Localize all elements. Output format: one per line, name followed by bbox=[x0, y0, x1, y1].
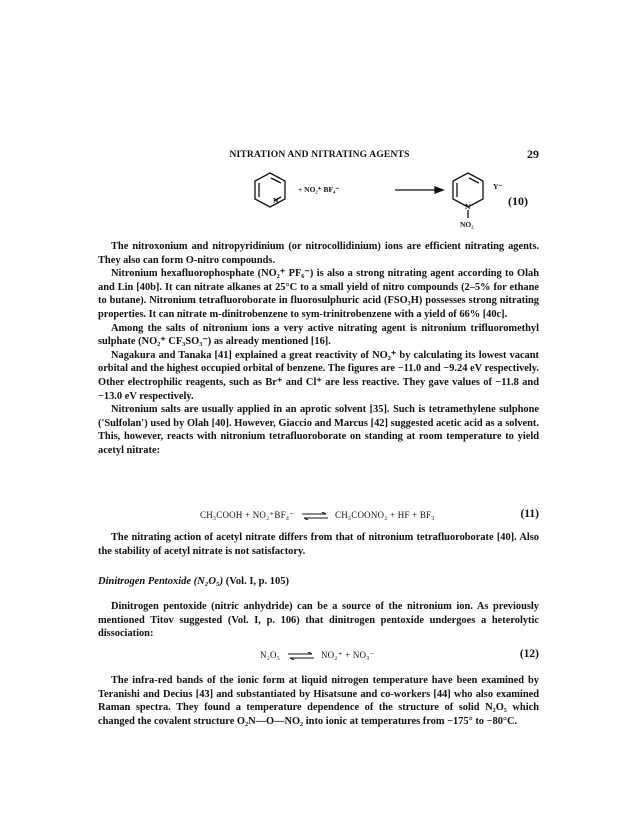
section-heading-title: Dinitrogen Pentoxide (N₂O₅) bbox=[98, 576, 224, 587]
ring-nitrogen-right: N bbox=[465, 202, 471, 211]
equation-11-left: CH₃COOH + NO₂⁺BF₄⁻ bbox=[200, 510, 295, 520]
page-number: 29 bbox=[527, 147, 539, 161]
section-heading-ref: (Vol. I, p. 105) bbox=[223, 576, 289, 587]
nitropyridinium-ring-structure bbox=[453, 173, 483, 218]
pyridine-ring-structure bbox=[255, 173, 285, 207]
equation-12-left: N₂O₅ bbox=[260, 650, 281, 660]
body-paragraph-last bbox=[0, 674, 639, 728]
equation-11-body bbox=[200, 510, 435, 521]
body-paragraph-mid bbox=[0, 531, 639, 558]
paragraph: Nagakura and Tanaka [41] explained a great reactivity of NO₂⁺ by calculating its lowest vacant orbital and the highest occupied orbital of benzene. The figures are −11.0 and −9.24 eV respectively. Other electrophilic reagents, such as Br⁺ and Cl⁺ are less reactive. They gave values of −11.8 and −13.0 eV respectively. bbox=[98, 349, 539, 402]
equation-number-10: (10) bbox=[508, 194, 528, 208]
equation-12-right: NO₂⁺ + NO₃⁻ bbox=[320, 650, 375, 660]
running-title: NITRATION AND NITRATING AGENTS bbox=[229, 150, 410, 160]
paragraph: Nitronium salts are usually applied in an aprotic solvent [35]. Such is tetramethylene sulphone ('Sulfolan') used by Olah [40]. However, Giaccio and Marcus [42] suggested acetic acid as a solvent. This, however, reacts with nitronium tetrafluoroborate on standing at room temperature to yield acetyl nitrate: bbox=[98, 404, 539, 456]
equilibrium-arrow bbox=[302, 512, 328, 520]
page-header bbox=[0, 147, 639, 164]
equation-11 bbox=[0, 508, 639, 524]
equilibrium-arrow bbox=[288, 652, 314, 660]
paragraph: Dinitrogen pentoxide (nitric anhydride) can be a source of the nitronium ion. As previously mentioned Titov suggested (Vol. I, p. 106) that dinitrogen pentoxide undergoes a heterolytic dissociation: bbox=[98, 601, 539, 640]
equation-12-body bbox=[260, 650, 375, 661]
paragraph: The nitrating action of acetyl nitrate differs from that of nitronium tetrafluoroborate [40]. Also the stability of acetyl nitrate is not satisfactory. bbox=[98, 532, 539, 557]
paragraph: The nitroxonium and nitropyridinium (or nitrocollidinium) ions are efficient nitrating agents. They also can form O-nitro compounds. bbox=[98, 241, 539, 266]
equation-number-12: (12) bbox=[519, 648, 539, 660]
body-paragraphs-top bbox=[0, 240, 639, 458]
counter-ion-label: Y⁻ bbox=[493, 182, 503, 191]
ring-nitrogen-left: N bbox=[273, 196, 279, 205]
paragraph: Nitronium hexafluorophosphate (NO₂⁺ PF₆⁻) is also a strong nitrating agent according to Olah and Lin [40b]. It can nitrate alkanes at 25°C to a small yield of nitro compounds (2–5% for ethane to butane). Nitronium tetrafluoroborate in fluorosulphuric acid (FSO₃H) possesses strong nitrating properties. It can nitrate m-dinitrobenzene to sym-trinitrobenzene with a yield of 66% [40c]. bbox=[98, 268, 539, 320]
paragraph: The infra-red bands of the ionic form at liquid nitrogen temperature have been examined by Teranishi and Decius [43] and substantiated by Hisatsune and co-workers [44] who also examined Raman spectra. They found a temperature dependence of the structure of solid N₂O₅ which changed the covalent structure O₂N—O—NO₂ into ionic at temperatures from −175° to −80°C. bbox=[98, 675, 539, 727]
body-paragraph-section bbox=[0, 600, 639, 641]
equation-11-right: CH₃COONO₂ + HF + BF₃ bbox=[335, 510, 435, 520]
paragraph: Among the salts of nitronium ions a very active nitrating agent is nitronium trifluoromethyl sulphate (NO₂⁺ CF₃SO₃⁻) as already mentioned [16]. bbox=[98, 322, 539, 348]
equation-12 bbox=[0, 648, 639, 664]
nitro-substituent-label: NO₂ bbox=[460, 220, 474, 229]
reaction-arrow bbox=[395, 187, 443, 193]
section-heading bbox=[98, 576, 289, 587]
reagent-label: + NO₂⁺ BF₄⁻ bbox=[298, 185, 340, 194]
reaction-scheme-10 bbox=[250, 170, 550, 232]
scheme-drawing bbox=[250, 170, 550, 232]
equation-number-11: (11) bbox=[520, 508, 539, 520]
